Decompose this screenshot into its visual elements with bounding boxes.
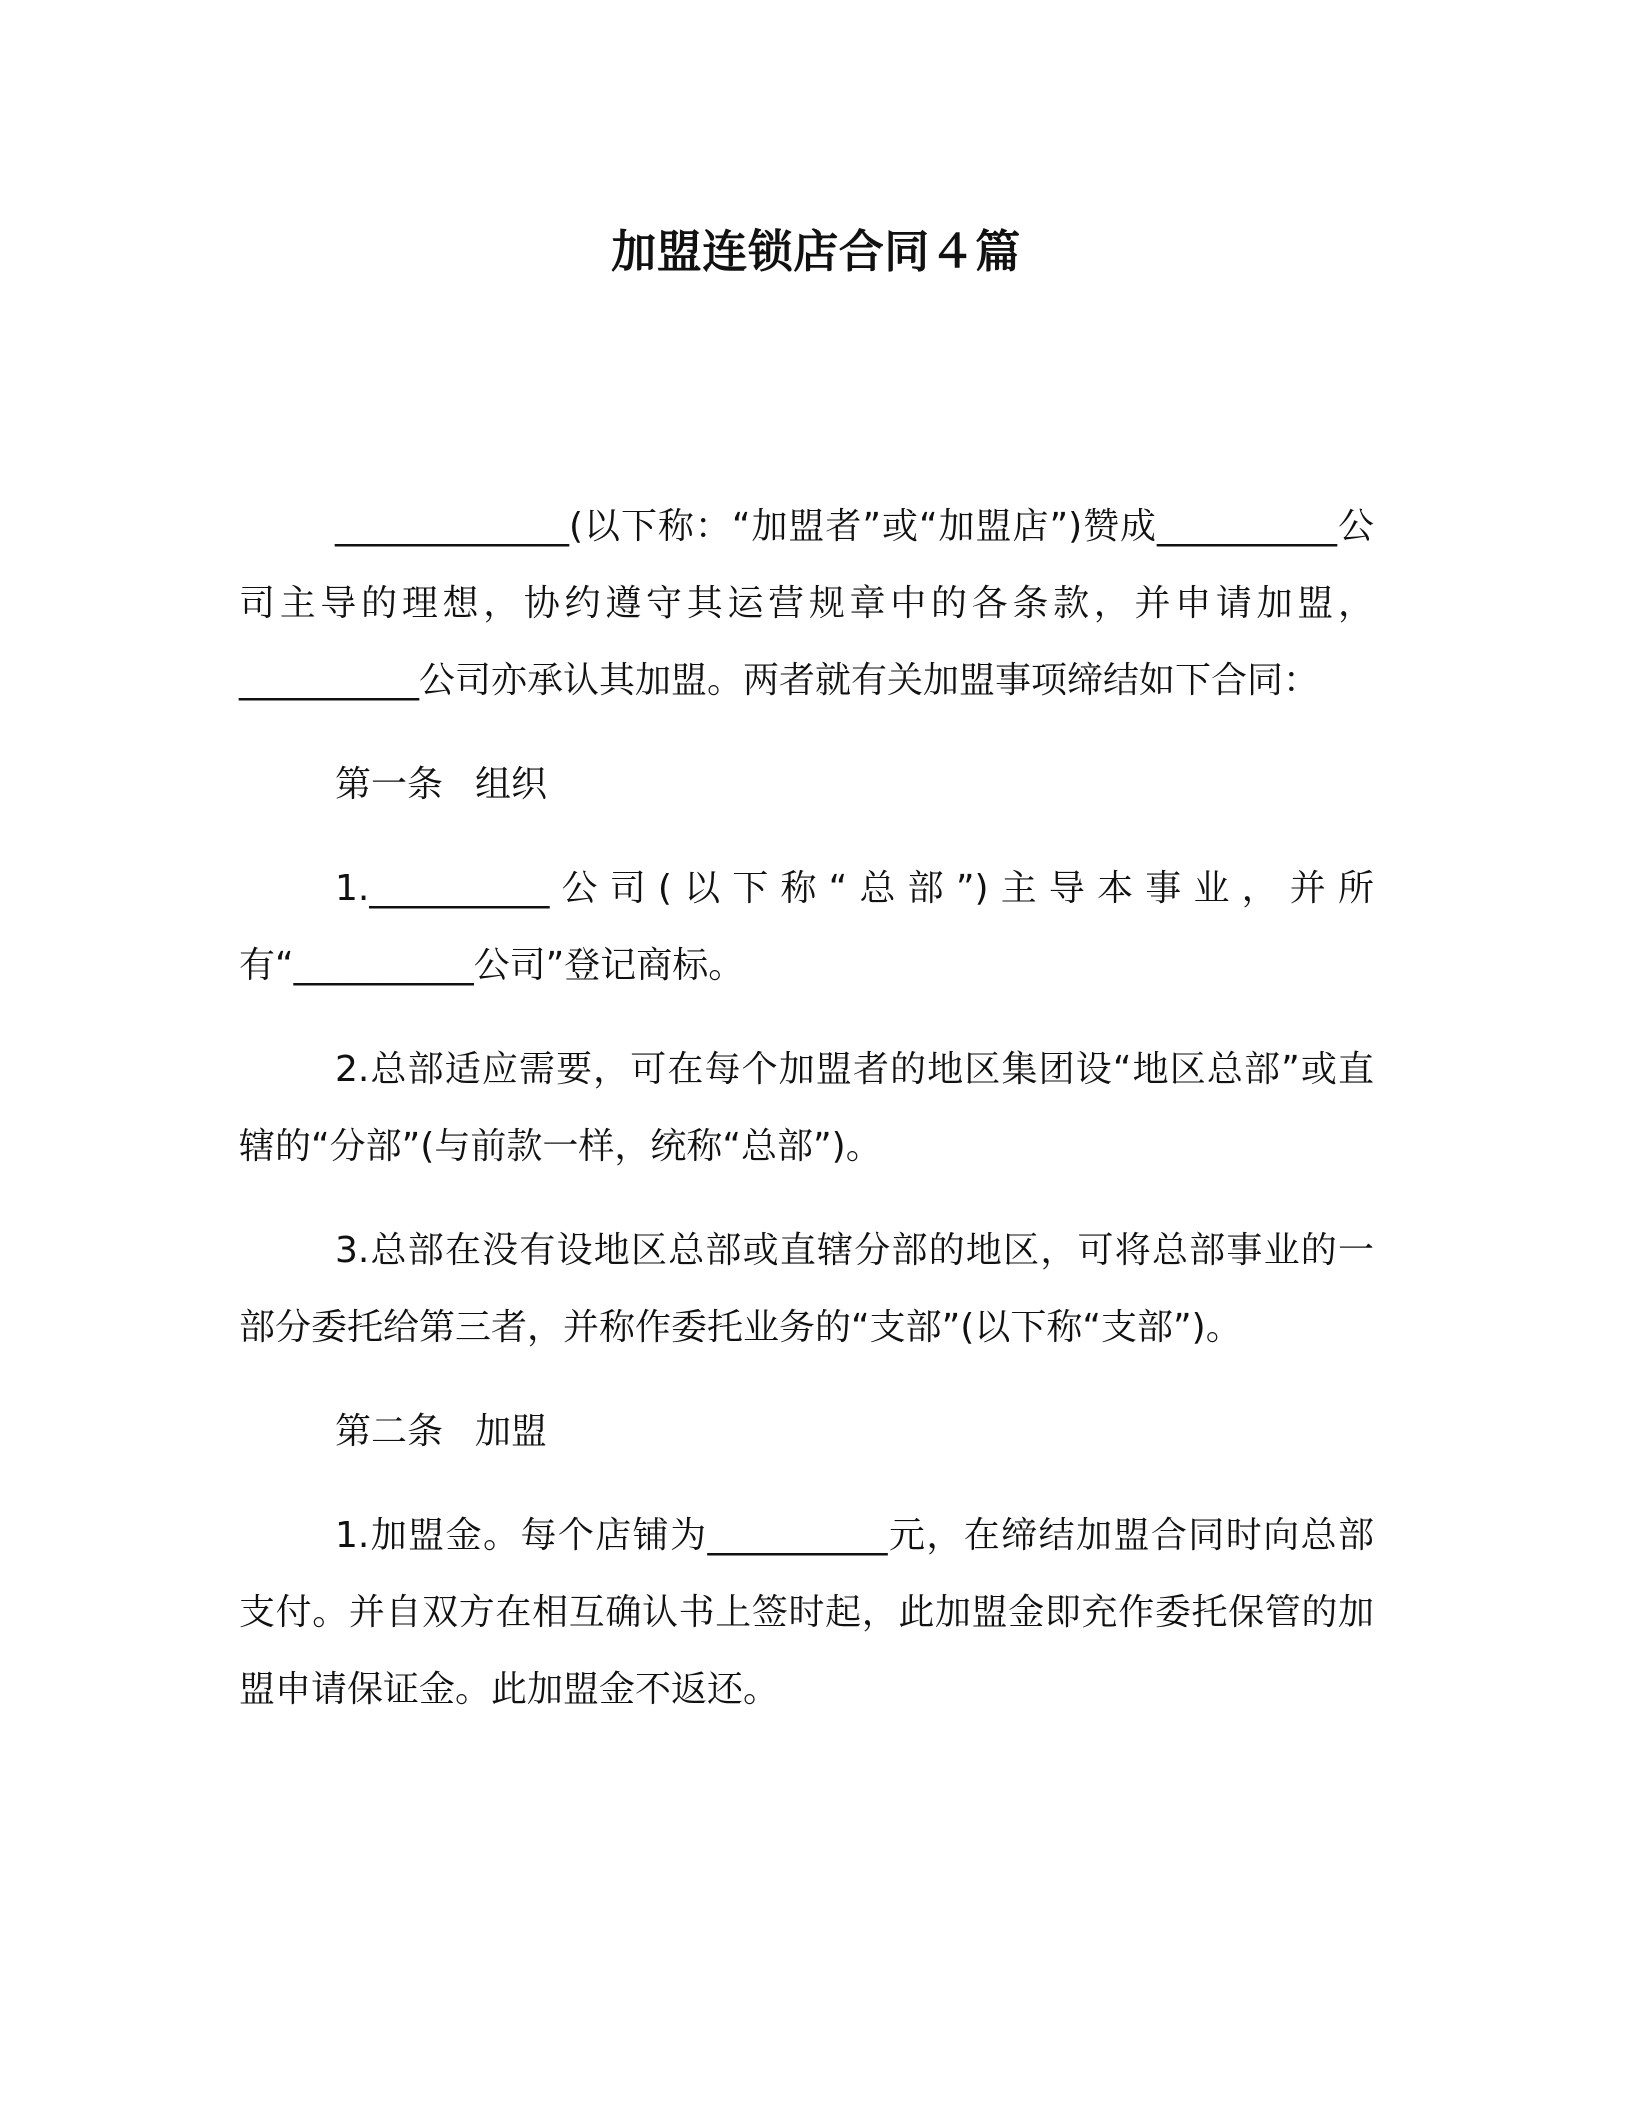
document-title: 加盟连锁店合同４篇 [611, 225, 1021, 278]
article-2-number: 第二条 [335, 1411, 444, 1452]
article-1-clause-3: 3.总部在没有设地区总部或直辖分部的地区，可将总部事业的一部分委托给第三者，并称作委托业务的“支部”(以下称“支部”)。 [239, 1230, 1374, 1348]
article-1-clause-1: 1.__________公司(以下称“总部”)主导本事业，并所有“__________公司”登记商标。 [239, 868, 1374, 986]
article-1-heading [239, 746, 1374, 823]
article-2-heading [239, 1393, 1374, 1470]
document-body [239, 488, 1374, 1755]
article-2-title: 加盟 [475, 1411, 548, 1452]
article-1-title: 组织 [475, 764, 548, 805]
preamble-paragraph: _____________(以下称：“加盟者”或“加盟店”)赞成__________公司主导的理想，协约遵守其运营规章中的各条款，并申请加盟，__________公司亦承认其加盟。两者就有关加盟事项缔结如下合同： [239, 506, 1374, 701]
article-1-clause-2: 2.总部适应需要，可在每个加盟者的地区集团设“地区总部”或直辖的“分部”(与前款一样，统称“总部”)。 [239, 1049, 1374, 1167]
article-1-number: 第一条 [335, 764, 444, 805]
article-2-clause-1: 1.加盟金。每个店铺为__________元，在缔结加盟合同时向总部支付。并自双方在相互确认书上签时起，此加盟金即充作委托保管的加盟申请保证金。此加盟金不返还。 [239, 1515, 1374, 1710]
